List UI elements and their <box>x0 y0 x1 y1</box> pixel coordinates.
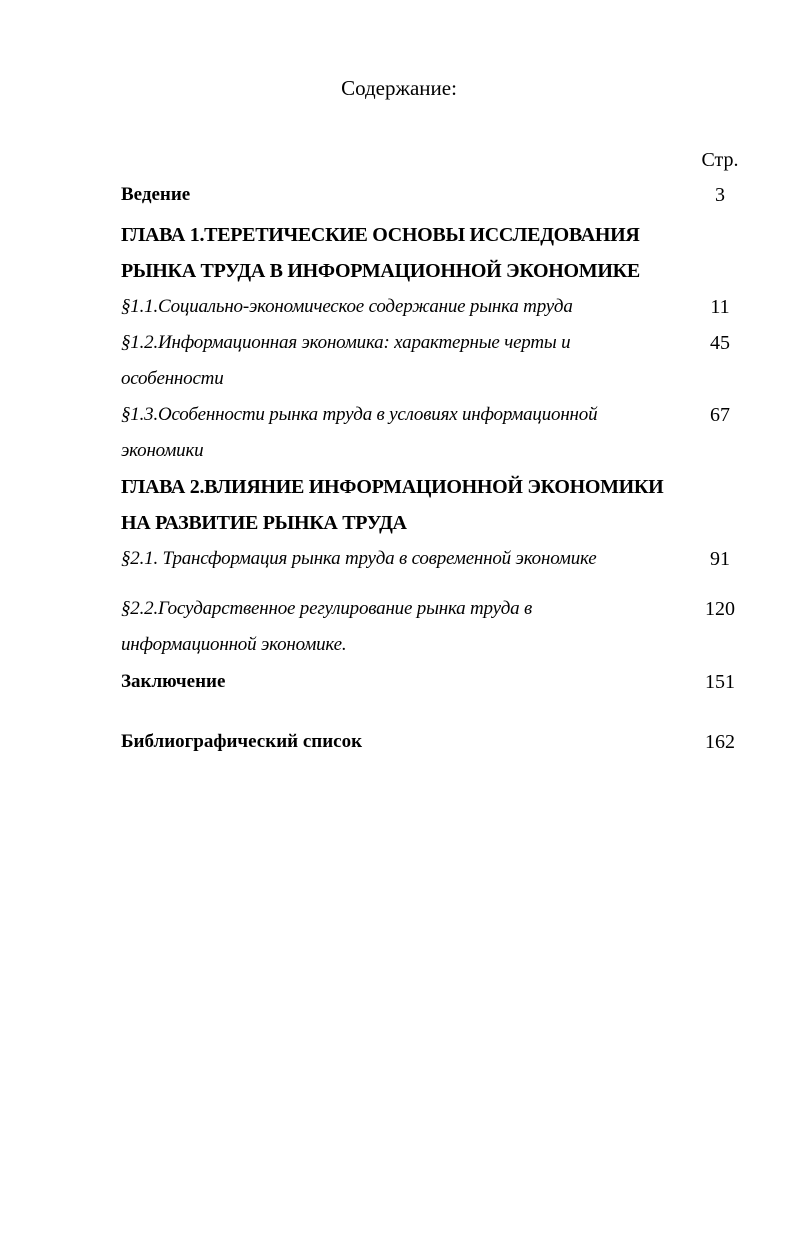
toc-entry-2-2-line-2: информационной экономике. <box>121 634 347 655</box>
page-number-introduction: 3 <box>715 184 725 206</box>
page-number-1-1: 11 <box>710 296 730 318</box>
page-number-2-1: 91 <box>710 548 730 570</box>
toc-entry-conclusion: Заключение <box>121 671 226 692</box>
page-number-conclusion: 151 <box>705 671 735 693</box>
page-number-2-2: 120 <box>705 598 735 620</box>
toc-entry-introduction: Ведение <box>121 184 191 205</box>
chapter-1-title-line-2: РЫНКА ТРУДА В ИНФОРМАЦИОННОЙ ЭКОНОМИКЕ <box>121 260 640 282</box>
toc-entry-2-1: §2.1. Трансформация рынка труда в современной экономике <box>121 548 597 569</box>
chapter-2-title-line-2: НА РАЗВИТИЕ РЫНКА ТРУДА <box>121 512 407 534</box>
page-number-1-2: 45 <box>710 332 730 354</box>
toc-entry-1-2-line-1: §1.2.Информационная экономика: характерные черты и <box>121 332 571 353</box>
toc-title: Содержание: <box>341 76 457 100</box>
toc-entry-1-3-line-2: экономики <box>121 440 204 461</box>
toc-entry-2-2-line-1: §2.2.Государственное регулирование рынка труда в <box>121 598 533 619</box>
toc-entry-1-1: §1.1.Социально-экономическое содержание рынка труда <box>121 296 573 317</box>
chapter-2-title-line-1: ГЛАВА 2.ВЛИЯНИЕ ИНФОРМАЦИОННОЙ ЭКОНОМИКИ <box>121 476 664 498</box>
toc-entry-bibliography: Библиографический список <box>121 731 363 752</box>
page-number-bibliography: 162 <box>705 731 735 753</box>
page-column-header: Стр. <box>701 149 739 171</box>
toc-entry-1-2-line-2: особенности <box>121 368 224 389</box>
toc-entry-1-3-line-1: §1.3.Особенности рынка труда в условиях информационной <box>121 404 598 425</box>
chapter-1-title-line-1: ГЛАВА 1.ТЕРЕТИЧЕСКИЕ ОСНОВЫ ИССЛЕДОВАНИЯ <box>121 224 640 246</box>
page-number-1-3: 67 <box>710 404 730 426</box>
